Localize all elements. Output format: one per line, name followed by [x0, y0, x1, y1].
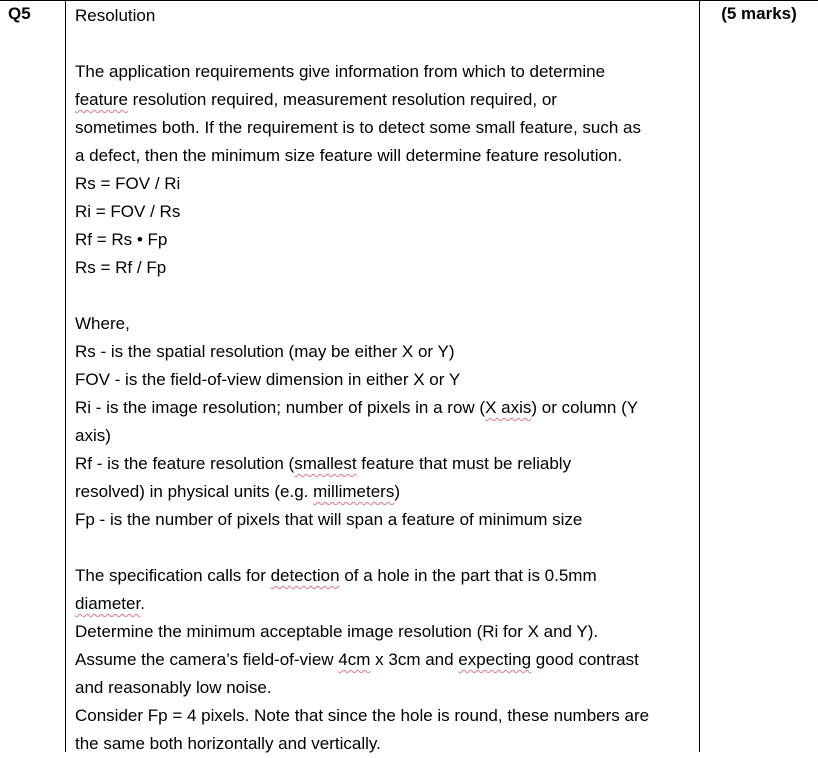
spec-text: of a hole in the part that is 0.5mm [339, 566, 597, 585]
column-divider-right [699, 0, 700, 752]
spellcheck-word[interactable]: smallest [294, 454, 357, 473]
question-content [75, 2, 695, 758]
definition-ri [75, 394, 695, 422]
intro-line-3: sometimes both. If the requirement is to detect some small feature, such as [75, 118, 641, 137]
definition-rf [75, 450, 695, 478]
table-top-border [0, 0, 818, 1]
spacer [75, 282, 695, 310]
intro-line-1: The application requirements give information from which to determine [75, 62, 606, 81]
where-label: Where, [75, 314, 130, 333]
spec-text: The specification calls for [75, 566, 271, 585]
spacer [75, 30, 695, 58]
spellcheck-word[interactable]: detection [270, 566, 340, 585]
spellcheck-word[interactable]: feature [75, 90, 128, 109]
spellcheck-word[interactable]: millimeters [313, 482, 395, 501]
definition-text: feature that must be reliably [356, 454, 572, 473]
definition-text: ) [394, 482, 401, 501]
spec-line-4 [75, 646, 695, 674]
formula-1: Rs = FOV / Ri [75, 174, 181, 193]
definition-fp: Fp - is the number of pixels that will span a feature of minimum size [75, 510, 583, 529]
spec-line-2 [75, 590, 695, 618]
definition-rs: Rs - is the spatial resolution (may be either X or Y) [75, 342, 455, 361]
spellcheck-word[interactable]: expecting [458, 650, 532, 669]
spellcheck-word[interactable]: diameter [75, 594, 141, 613]
intro-line-2 [75, 86, 695, 114]
spellcheck-word[interactable]: X axis [485, 398, 532, 417]
definition-fov: FOV - is the field-of-view dimension in either X or Y [75, 370, 461, 389]
spec-text: good contrast [531, 650, 639, 669]
spec-line-1 [75, 562, 695, 590]
intro-line-4: a defect, then the minimum size feature will determine feature resolution. [75, 146, 623, 165]
spec-line-5: and reasonably low noise. [75, 678, 272, 697]
definition-text: ) or column (Y [531, 398, 639, 417]
definition-rf-continued [75, 478, 695, 506]
section-title: Resolution [75, 6, 156, 25]
spec-text: x 3cm and [370, 650, 459, 669]
spec-line-6: Consider Fp = 4 pixels. Note that since the hole is round, these numbers are [75, 706, 650, 725]
intro-text: resolution required, measurement resolution required, or [127, 90, 557, 109]
column-divider-left [65, 0, 66, 752]
spec-text: Assume the camera’s field-of-view [75, 650, 339, 669]
spacer [75, 534, 695, 562]
formula-4: Rs = Rf / Fp [75, 258, 167, 277]
definition-text: Ri - is the image resolution; number of pixels in a row ( [75, 398, 486, 417]
question-number: Q5 [8, 4, 31, 23]
spec-line-3: Determine the minimum acceptable image resolution (Ri for X and Y). [75, 622, 599, 641]
spec-text: . [140, 594, 145, 613]
definition-text: Rf - is the feature resolution ( [75, 454, 295, 473]
definition-ri-continued: axis) [75, 426, 111, 445]
definition-text: resolved) in physical units (e.g. [75, 482, 314, 501]
formula-3: Rf = Rs • Fp [75, 230, 168, 249]
spec-line-7: the same both horizontally and vertically. [75, 734, 381, 753]
spellcheck-word[interactable]: 4cm [338, 650, 371, 669]
marks-label: (5 marks) [721, 4, 797, 23]
formula-2: Ri = FOV / Rs [75, 202, 181, 221]
